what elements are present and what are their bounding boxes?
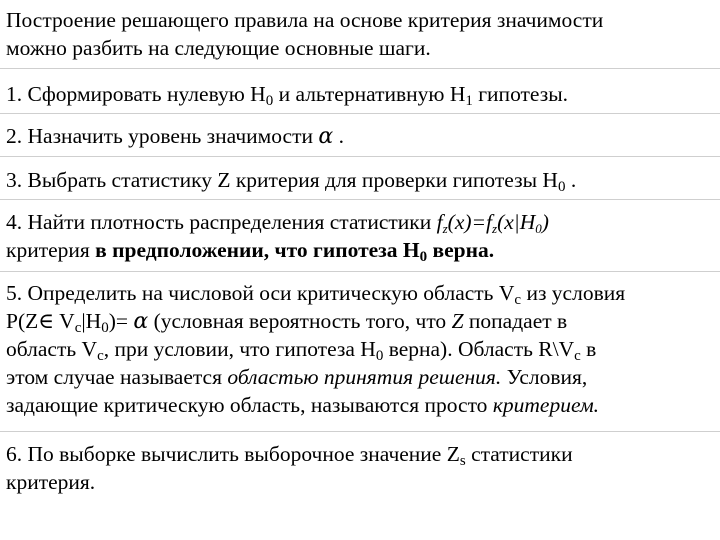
step-1-text-a: 1. Сформировать нулевую H	[6, 82, 266, 106]
step-4-line-1	[6, 208, 712, 236]
step-5-line-5	[6, 391, 712, 419]
intro-paragraph	[6, 6, 712, 62]
step-4-bold-end: верна.	[427, 238, 495, 262]
step-5-text-1: 5. Определить на числовой оси критическую область V	[6, 281, 515, 305]
step-2-line	[6, 122, 712, 150]
step-5-text-2b: V	[54, 309, 75, 333]
h1-subscript: 1	[465, 93, 473, 109]
step-5	[6, 279, 712, 419]
h0-subscript: 0	[557, 179, 566, 195]
step-2-text-a: 2. Назначить уровень значимости	[6, 124, 319, 148]
step-4-line-2-a: критерия	[6, 238, 96, 262]
divider	[0, 199, 720, 200]
step-1	[6, 80, 712, 108]
step-4-bold-text: в предположении, что гипотеза H	[95, 238, 420, 262]
step-6-line-1	[6, 440, 712, 468]
step-6-text-b: статистики	[465, 442, 573, 466]
density-f2: f	[486, 210, 493, 234]
step-5-text-3a: область V	[6, 337, 98, 361]
vc-subscript: c	[574, 348, 581, 364]
step-4-text-a: 4. Найти плотность распределения статистики	[6, 210, 437, 234]
acceptance-region-term: областью принятия решения.	[227, 365, 502, 389]
vc-subscript: c	[74, 320, 82, 336]
intro-line-1: Построение решающего правила на основе критерия значимости	[6, 8, 604, 32]
step-2-text-b: .	[333, 124, 344, 148]
step-5-text-4a: этом случае называется	[6, 365, 228, 389]
density-close: )	[541, 210, 549, 234]
step-5-line-4	[6, 363, 712, 391]
step-5-z-italic: Z	[451, 309, 464, 333]
step-5-line-1	[6, 279, 712, 307]
step-3-text-a: 3. Выбрать статистику Z критерия для проверки гипотезы H	[6, 168, 558, 192]
step-5-text-4b: Условия,	[501, 365, 588, 389]
density-z-subscript: z	[442, 221, 448, 236]
intro-line-2: можно разбить на следующие основные шаги.	[6, 36, 431, 60]
step-2	[6, 122, 712, 150]
h0-subscript: 0	[265, 93, 274, 109]
step-5-text-2f: попадает в	[463, 309, 568, 333]
step-3-text-b: .	[565, 168, 577, 192]
step-4	[6, 208, 712, 264]
step-5-text-2c: |H	[81, 309, 102, 333]
step-5-line-2	[6, 307, 712, 335]
step-4-bold-sub: 0	[419, 249, 428, 265]
alpha-symbol: α	[318, 124, 334, 149]
step-5-text-2a: P(Z	[6, 309, 39, 333]
divider	[0, 68, 720, 69]
step-4-line-2	[6, 236, 712, 264]
step-5-text-5a: задающие критическую область, называются просто	[6, 393, 493, 417]
step-3-line	[6, 166, 712, 194]
criterion-term: критерием.	[492, 393, 600, 417]
density-mid: (x)=	[447, 210, 487, 234]
vc-subscript: c	[514, 292, 522, 308]
vc-subscript: c	[97, 348, 104, 364]
zs-subscript: s	[459, 453, 466, 469]
step-5-text-2e: (условная вероятность того, что	[148, 309, 452, 333]
step-5-text-2d: )=	[108, 309, 134, 333]
step-6	[6, 440, 712, 496]
alpha-symbol: α	[133, 309, 149, 334]
step-5-text-3b: , при условии, что гипотеза H	[103, 337, 376, 361]
density-z2-subscript: z	[492, 221, 498, 236]
step-6-line-2: критерия.	[6, 470, 96, 494]
density-end: (x|H	[497, 210, 536, 234]
step-5-text-3c: верна). Область R\V	[383, 337, 575, 361]
density-f: f	[436, 210, 443, 234]
step-3	[6, 166, 712, 194]
step-5-line-3	[6, 335, 712, 363]
divider	[0, 113, 720, 114]
step-1-text-b: и альтернативную H	[273, 82, 466, 106]
step-1-text-c: гипотезы.	[472, 82, 569, 106]
step-5-text-3d: в	[580, 337, 597, 361]
step-1-line	[6, 80, 712, 108]
step-5-text-1b: из условия	[521, 281, 626, 305]
density-h0-subscript: 0	[535, 221, 542, 236]
h0-subscript: 0	[375, 348, 384, 364]
divider	[0, 271, 720, 272]
divider	[0, 156, 720, 157]
h0-subscript: 0	[101, 320, 109, 336]
element-of-symbol: ∈	[38, 309, 55, 334]
step-6-text-a: 6. По выборке вычислить выборочное значение Z	[6, 442, 460, 466]
divider	[0, 431, 720, 432]
